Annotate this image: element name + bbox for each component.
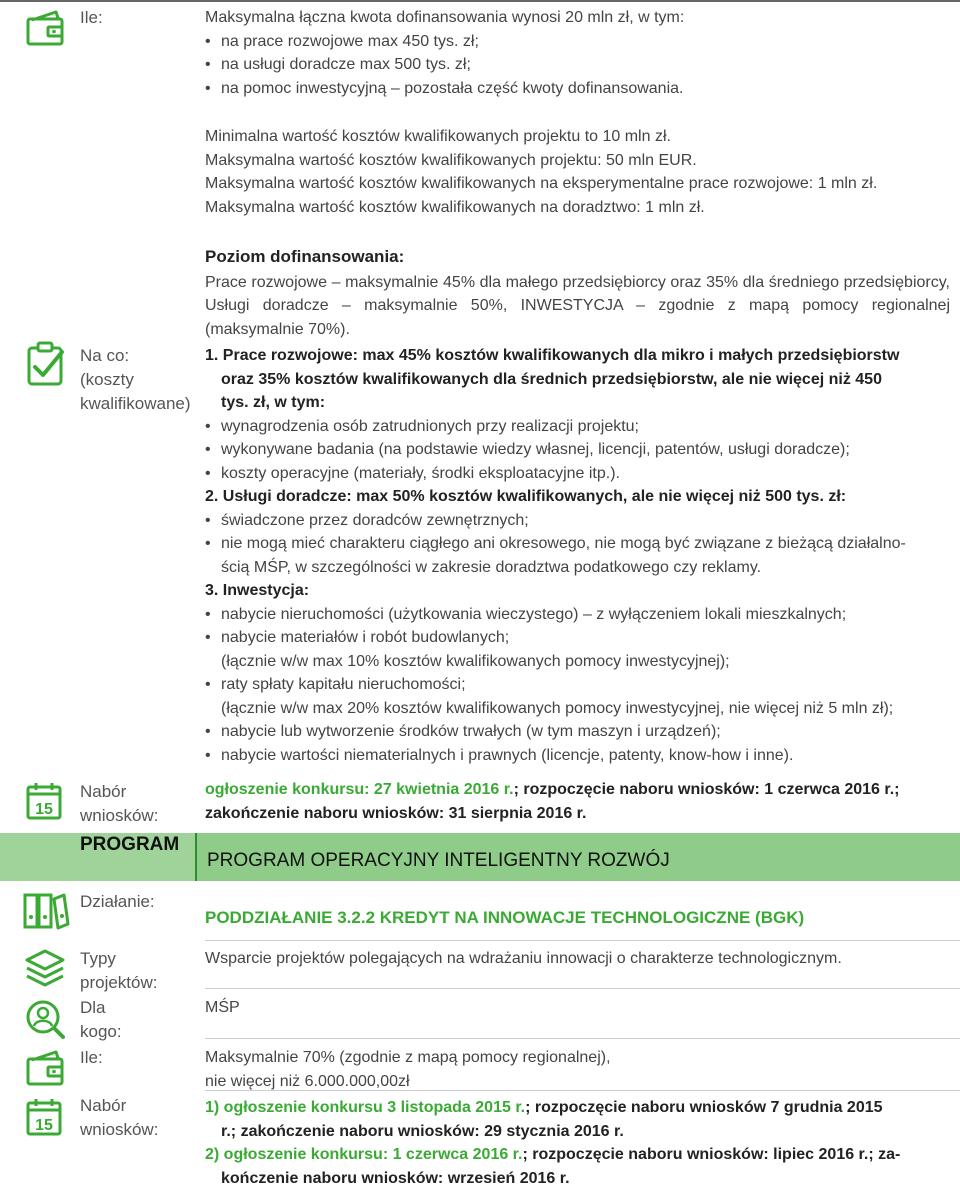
label-dzialanie: Działanie: xyxy=(80,892,155,911)
calendar-day: 15 xyxy=(35,801,53,818)
na-co-bullet: • raty spłaty kapitału nieruchomości; xyxy=(205,673,950,697)
na-co-h1: 1. Prace rozwojowe: max 45% kosztów kwalifikowanych dla mikro i małych przedsiębiorstw xyxy=(205,347,900,364)
user-search-icon xyxy=(24,998,66,1040)
ile2-line: Maksymalnie 70% (zgodnie z mapą pomocy regionalnej), xyxy=(205,1049,611,1066)
poziom-section xyxy=(205,245,950,341)
label-na-co-3: kwalifikowane) xyxy=(80,394,191,413)
label-na-co xyxy=(80,344,191,416)
nabor2-announce-1: 1) ogłoszenie konkursu 3 listopada 2015 r. xyxy=(205,1099,526,1116)
nabor2-end-2: kończenie naboru wniosków: wrzesień 2016 r. xyxy=(221,1169,570,1187)
poziom-text: Prace rozwojowe – maksymalnie 45% dla małego przedsiębiorcy oraz 35% dla średniego przedsiębiorcy, Usługi doradcze – maksymalnie 50%, INWESTYCJA – zgodnie z mapą pomocy regionalnej (maksymalnie 70%). xyxy=(205,273,950,338)
ile-bullet: • na pomoc inwestycyjną – pozostała część kwoty dofinansowania. xyxy=(205,77,950,101)
na-co-section xyxy=(205,344,950,767)
label-ile: Ile: xyxy=(80,8,103,27)
ile2-line: nie więcej niż 6.000.000,00zł xyxy=(205,1072,410,1090)
limit-line: Minimalna wartość kosztów kwalifikowanych projektu to 10 mln zł. xyxy=(205,128,671,145)
nabor2-announce-2: 2) ogłoszenie konkursu: 1 czerwca 2016 r. xyxy=(205,1146,523,1163)
calendar-icon xyxy=(26,782,62,820)
top-rule xyxy=(0,0,960,2)
label-dla-1: Dla xyxy=(80,998,106,1017)
wallet-icon-2 xyxy=(26,1050,66,1086)
na-co-bullet: • wykonywane badania (na podstawie wiedzy własnej, licencji, patentów, usługi doradcze); xyxy=(205,438,950,462)
label-nabor-1: Nabór xyxy=(80,782,127,801)
limit-line: Maksymalna wartość kosztów kwalifikowanych na doradztwo: 1 mln zł. xyxy=(205,198,705,216)
calendar-day-2: 15 xyxy=(35,1117,53,1134)
ile-bullet: • na prace rozwojowe max 450 tys. zł; xyxy=(205,30,950,54)
na-co-bullet: • nabycie materiałów i robót budowlanych; xyxy=(205,626,950,650)
program-title: PROGRAM OPERACYJNY INTELIGENTNY ROZWÓJ xyxy=(207,850,670,871)
label-dla-2: kogo: xyxy=(80,1022,122,1041)
ile-bullet: • na usługi doradcze max 500 tys. zł; xyxy=(205,53,950,77)
row-divider xyxy=(205,1038,960,1039)
row-divider xyxy=(205,988,960,989)
na-co-h1-cont: oraz 35% kosztów kwalifikowanych dla średnich przedsiębiorstw, ale nie więcej niż 450 xyxy=(221,370,882,388)
label-dla xyxy=(80,996,122,1044)
label-typy-2: projektów: xyxy=(80,973,158,992)
dla-value: MŚP xyxy=(205,999,240,1016)
nabor-section xyxy=(205,778,950,825)
dzialanie-value: PODDZIAŁANIE 3.2.2 KREDYT NA INNOWACJE TECHNOLOGICZNE (BGK) xyxy=(205,908,805,927)
limit-line: Maksymalna wartość kosztów kwalifikowanych na eksperymentalne prace rozwojowe: 1 mln zł. xyxy=(205,175,878,192)
na-co-h3: 3. Inwestycja: xyxy=(205,582,310,599)
nabor-start: ; rozpoczęcie naboru wniosków: 1 czerwca 2016 r.; xyxy=(513,781,900,798)
na-co-bullet: • koszty operacyjne (materiały, środki eksploatacyjne itp.). xyxy=(205,462,950,486)
label-nabor2-2: wniosków: xyxy=(80,1120,159,1139)
ile-limits xyxy=(205,125,950,219)
ile-section xyxy=(205,6,950,100)
na-co-bullet: • nabycie lub wytworzenie środków trwałych (w tym maszyn i urządzeń); xyxy=(205,720,950,744)
calendar-icon-2 xyxy=(26,1098,62,1136)
na-co-bullet: • świadczone przez doradców zewnętrznych; xyxy=(205,509,950,533)
label-typy xyxy=(80,947,157,995)
na-co-bullet: • nabycie wartości niematerialnych i prawnych (licencje, patenty, know-how i inne). xyxy=(205,744,950,768)
label-nabor-2: wniosków: xyxy=(80,806,159,825)
label-na-co-1: Na co: xyxy=(80,346,130,365)
typy-value: Wsparcie projektów polegających na wdrażaniu innowacji o charakterze technologicznym. xyxy=(205,950,842,967)
layers-icon xyxy=(24,948,66,988)
na-co-h2: 2. Usługi doradcze: max 50% kosztów kwalifikowanych, ale nie więcej niż 500 tys. zł: xyxy=(205,488,847,505)
na-co-bullet-cont: ścią MŚP, w szczególności w zakresie doradztwa podatkowego czy reklamy. xyxy=(221,558,762,576)
ile2-section xyxy=(205,1046,950,1093)
poziom-title: Poziom dofinansowania: xyxy=(205,247,405,266)
nabor2-end-1: r.; zakończenie naboru wniosków: 29 stycznia 2016 r. xyxy=(221,1122,624,1140)
limit-line: Maksymalna wartość kosztów kwalifikowanych projektu: 50 mln EUR. xyxy=(205,151,697,169)
nabor2-start-1: ; rozpoczęcie naboru wniosków 7 grudnia 2015 xyxy=(525,1099,883,1116)
program-label: PROGRAM xyxy=(80,834,180,855)
binders-icon xyxy=(22,890,70,930)
label-nabor-2-block xyxy=(80,1094,158,1142)
na-co-h1-cont: tys. zł, w tym: xyxy=(221,394,326,411)
label-na-co-2: (koszty xyxy=(80,370,134,389)
na-co-note: (łącznie w/w max 20% kosztów kwalifikowanych pomocy inwestycyjnej, nie więcej niż 5 mln zł); xyxy=(221,699,894,717)
label-ile-2: Ile: xyxy=(80,1048,103,1067)
nabor2-start-2: ; rozpoczęcie naboru wniosków: lipiec 2016 r.; za- xyxy=(522,1146,901,1163)
nabor2-section xyxy=(205,1096,950,1190)
na-co-bullet: • nabycie nieruchomości (użytkowania wieczystego) – z wyłączeniem lokali mieszkalnych; xyxy=(205,603,950,627)
clipboard-check-icon xyxy=(26,340,66,388)
na-co-note: (łącznie w/w max 10% kosztów kwalifikowanych pomocy inwestycyjnej); xyxy=(221,652,730,670)
label-typy-1: Typy xyxy=(80,949,116,968)
na-co-bullet: • nie mogą mieć charakteru ciągłego ani okresowego, nie mogą być związane z bieżącą działalno- xyxy=(205,532,950,556)
ile-intro: Maksymalna łączna kwota dofinansowania wynosi 20 mln zł, w tym: xyxy=(205,9,685,26)
na-co-bullet: • wynagrodzenia osób zatrudnionych przy realizacji projektu; xyxy=(205,415,950,439)
label-nabor2-1: Nabór xyxy=(80,1096,127,1115)
label-nabor xyxy=(80,780,158,828)
nabor-announce: ogłoszenie konkursu: 27 kwietnia 2016 r. xyxy=(205,781,514,798)
row-divider xyxy=(205,940,960,941)
nabor-end: zakończenie naboru wniosków: 31 sierpnia 2016 r. xyxy=(205,804,587,822)
wallet-icon xyxy=(26,10,66,46)
